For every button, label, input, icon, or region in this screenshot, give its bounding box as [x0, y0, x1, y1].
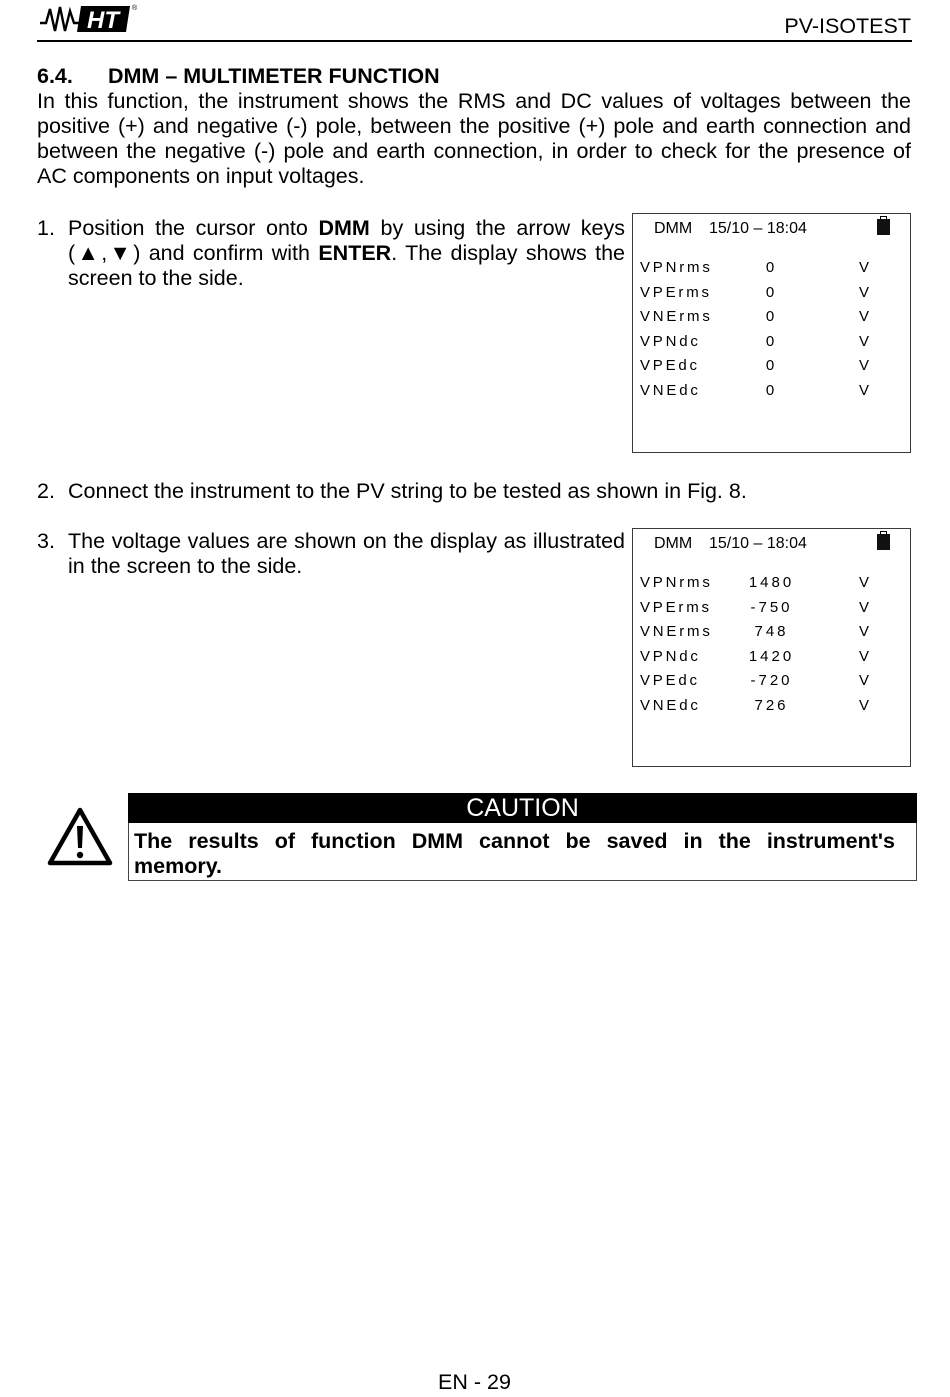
- row-label: VNEdc: [640, 696, 701, 714]
- row-label: VPNdc: [640, 647, 701, 665]
- step-number: 2.: [37, 479, 55, 503]
- intro-line: AC components on input voltages.: [37, 164, 365, 188]
- row-label: VPErms: [640, 283, 712, 301]
- product-name: PV-ISOTEST: [784, 14, 911, 38]
- step-text-segment: (▲,▼) and confirm with: [68, 241, 319, 265]
- step-line: Connect the instrument to the PV string to be tested as shown in Fig. 8.: [68, 479, 747, 503]
- keyword-enter: ENTER: [318, 241, 392, 265]
- display-row: [633, 379, 910, 404]
- display-row: [633, 669, 910, 694]
- display-row: [633, 694, 910, 719]
- logo-text: HT: [87, 7, 119, 34]
- step-number: 3.: [37, 529, 55, 553]
- row-label: VNErms: [640, 308, 713, 325]
- display-datetime: 15/10 – 18:04: [709, 220, 807, 237]
- display-header: [633, 219, 910, 239]
- row-value: 748: [754, 623, 789, 640]
- display-row: [633, 330, 910, 355]
- row-label: VPNdc: [640, 332, 701, 350]
- intro-paragraph: [37, 89, 911, 189]
- display-row: [633, 571, 910, 596]
- row-value: 726: [754, 696, 789, 714]
- intro-line: positive (+) and negative (-) pole, between the positive (+) pole and earth connection and: [37, 114, 911, 138]
- row-unit: V: [859, 574, 870, 591]
- row-value: 0: [765, 308, 778, 325]
- ht-logo: [37, 1, 137, 37]
- step-text-segment: . The display shows the: [391, 241, 625, 265]
- row-label: VPEdc: [640, 672, 700, 689]
- row-value: 0: [765, 381, 778, 399]
- section-title: DMM – MULTIMETER FUNCTION: [108, 64, 440, 88]
- step-number: 1.: [37, 216, 55, 240]
- step-text: [68, 529, 625, 579]
- display-row: [633, 620, 910, 645]
- row-value: 0: [765, 332, 778, 350]
- step-line: [68, 241, 625, 266]
- row-label: VPNrms: [640, 574, 713, 591]
- caution-line: The results of function DMM cannot be saved in the instrument's: [134, 829, 895, 853]
- display-datetime: 15/10 – 18:04: [709, 535, 807, 552]
- display-row: [633, 305, 910, 330]
- ht-logo-icon: [37, 1, 137, 37]
- row-value: 1480: [748, 574, 795, 591]
- step-line: screen to the side.: [68, 266, 244, 290]
- row-value: 0: [765, 357, 778, 374]
- display-rows: [633, 256, 910, 403]
- step-text-segment: Position the cursor onto: [68, 216, 319, 240]
- caution-line: memory.: [134, 854, 223, 878]
- step-line: The voltage values are shown on the display as illustrated: [68, 529, 625, 553]
- instrument-display: [632, 528, 911, 767]
- step-line: in the screen to the side.: [68, 554, 303, 578]
- battery-icon: [877, 531, 890, 550]
- step-text-segment: by using the arrow keys: [369, 216, 625, 240]
- row-unit: V: [859, 647, 870, 665]
- keyword-dmm: DMM: [318, 216, 370, 240]
- row-unit: V: [859, 357, 870, 374]
- instrument-display: [632, 213, 911, 453]
- intro-line: between the negative (-) pole and earth connection, in order to check for the presence of: [37, 139, 911, 163]
- row-unit: V: [859, 308, 870, 325]
- row-value: -720: [750, 672, 793, 689]
- row-unit: V: [859, 623, 870, 640]
- row-unit: V: [859, 672, 870, 689]
- row-label: VNEdc: [640, 381, 701, 399]
- row-unit: V: [859, 259, 870, 276]
- row-value: 0: [765, 283, 778, 301]
- display-rows: [633, 571, 910, 718]
- display-mode: DMM: [654, 220, 693, 237]
- row-label: VPErms: [640, 598, 712, 616]
- display-row: [633, 354, 910, 379]
- row-label: VPNrms: [640, 259, 713, 276]
- logo-registered-mark: ®: [132, 5, 137, 12]
- header-rule: [37, 40, 912, 42]
- row-unit: V: [859, 696, 870, 714]
- section-number: 6.4.: [37, 64, 73, 88]
- row-label: VPEdc: [640, 357, 700, 374]
- display-row: [633, 281, 910, 306]
- row-unit: V: [859, 381, 870, 399]
- step-text: [68, 216, 625, 291]
- row-unit: V: [859, 598, 870, 616]
- display-mode: DMM: [654, 535, 693, 552]
- row-unit: V: [859, 283, 870, 301]
- row-value: -750: [750, 598, 793, 616]
- display-row: [633, 256, 910, 281]
- display-row: [633, 596, 910, 621]
- caution-title: CAUTION: [128, 793, 917, 823]
- page-number: EN - 29: [438, 1370, 511, 1394]
- warning-triangle-icon: [46, 806, 114, 868]
- battery-icon: [877, 216, 890, 235]
- row-label: VNErms: [640, 623, 713, 640]
- caution-message: [128, 823, 917, 881]
- intro-line: In this function, the instrument shows the RMS and DC values of voltages between the: [37, 89, 911, 113]
- row-value: 0: [765, 259, 778, 276]
- section-heading: [37, 64, 911, 89]
- display-header: [633, 534, 910, 554]
- step-line: [68, 216, 625, 241]
- row-unit: V: [859, 332, 870, 350]
- display-row: [633, 645, 910, 670]
- row-value: 1420: [748, 647, 795, 665]
